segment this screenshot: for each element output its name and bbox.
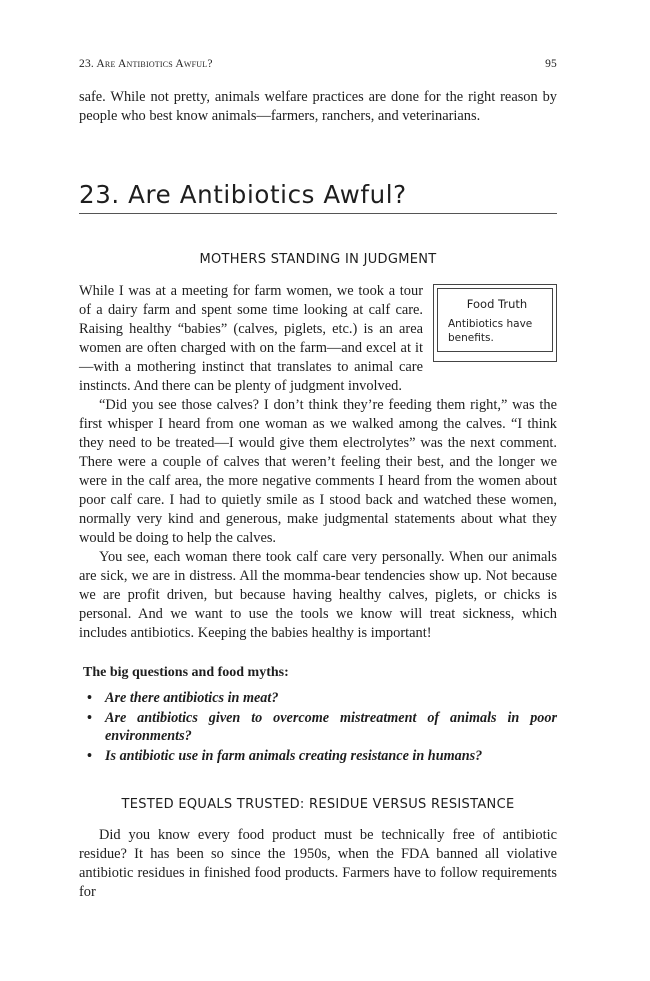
body-paragraph: You see, each woman there took calf care very personally. When our animals are sick, we are in distress. All the momma-bear tendencies show up. Not because we are profit driven, but because having healthy calves, piglets, or chicks is personal. And we want to use the tools we know will treat sickness, which includes antibiotics. Keeping the babies healthy is important! [79, 549, 557, 641]
question-text: Are antibiotics given to overcome mistreatment of animals in poor environments? [105, 710, 557, 744]
food-truth-sidebar-inner [437, 288, 553, 352]
running-head-title: 23. Are Antibiotics Awful? [79, 58, 213, 70]
big-questions-title: The big questions and food myths: [83, 665, 289, 680]
sidebar-title: Food Truth [466, 297, 528, 311]
big-questions-list [83, 689, 557, 765]
sidebar-text: Antibiotics have benefits. [448, 318, 533, 344]
running-head [79, 58, 557, 70]
chapter-title: 23. Are Antibiotics Awful? [79, 180, 557, 214]
book-page [79, 58, 557, 902]
body-paragraph: “Did you see those calves? I don’t think they’re feeding them right,” was the first whisper I heard from one woman as we walked among the calves. “I think they need to be treated—I would give them electrolytes” was the next comment. There were a couple of calves that weren’t feeling their best, and the longer we were in the calf area, the more negative comments I heard from the women about poor calf care. I had to quietly smile as I stood back and watched these women, normally very kind and generous, make judgmental statements about what they would be doing to help the calves. [79, 397, 557, 546]
page-number: 95 [545, 58, 557, 70]
body-paragraph: Did you know every food product must be technically free of antibiotic residue? It has been so since the 1950s, when the FDA banned all violative antibiotic residues in finished food products. Farmers have to follow requirements for [79, 827, 557, 900]
section-heading-residue: TESTED EQUALS TRUSTED: RESIDUE VERSUS RESISTANCE [121, 797, 515, 812]
bullet-icon: • [87, 690, 92, 706]
food-truth-sidebar [433, 284, 557, 362]
bullet-icon: • [87, 748, 92, 764]
body-paragraph: While I was at a meeting for farm women, we took a tour of a dairy farm and spent some time looking at calf care. Raising healthy “babies” (calves, piglets, etc.) is an area women are often charged with on the farm—and excel at it—with a mothering instinct that translates to animal care instincts. And there can be plenty of judgment involved. [79, 283, 423, 394]
bullet-icon: • [87, 710, 92, 726]
section-heading-mothers: MOTHERS STANDING IN JUDGMENT [199, 252, 437, 267]
list-item [83, 747, 557, 765]
list-item [83, 709, 557, 745]
question-text: Is antibiotic use in farm animals creating resistance in humans? [105, 748, 483, 764]
intro-paragraph: safe. While not pretty, animals welfare practices are done for the right reason by people who best know animals—farmers, ranchers, and veterinarians. [79, 89, 557, 124]
question-text: Are there antibiotics in meat? [105, 690, 279, 706]
list-item [83, 689, 557, 707]
big-questions-box [79, 665, 557, 765]
